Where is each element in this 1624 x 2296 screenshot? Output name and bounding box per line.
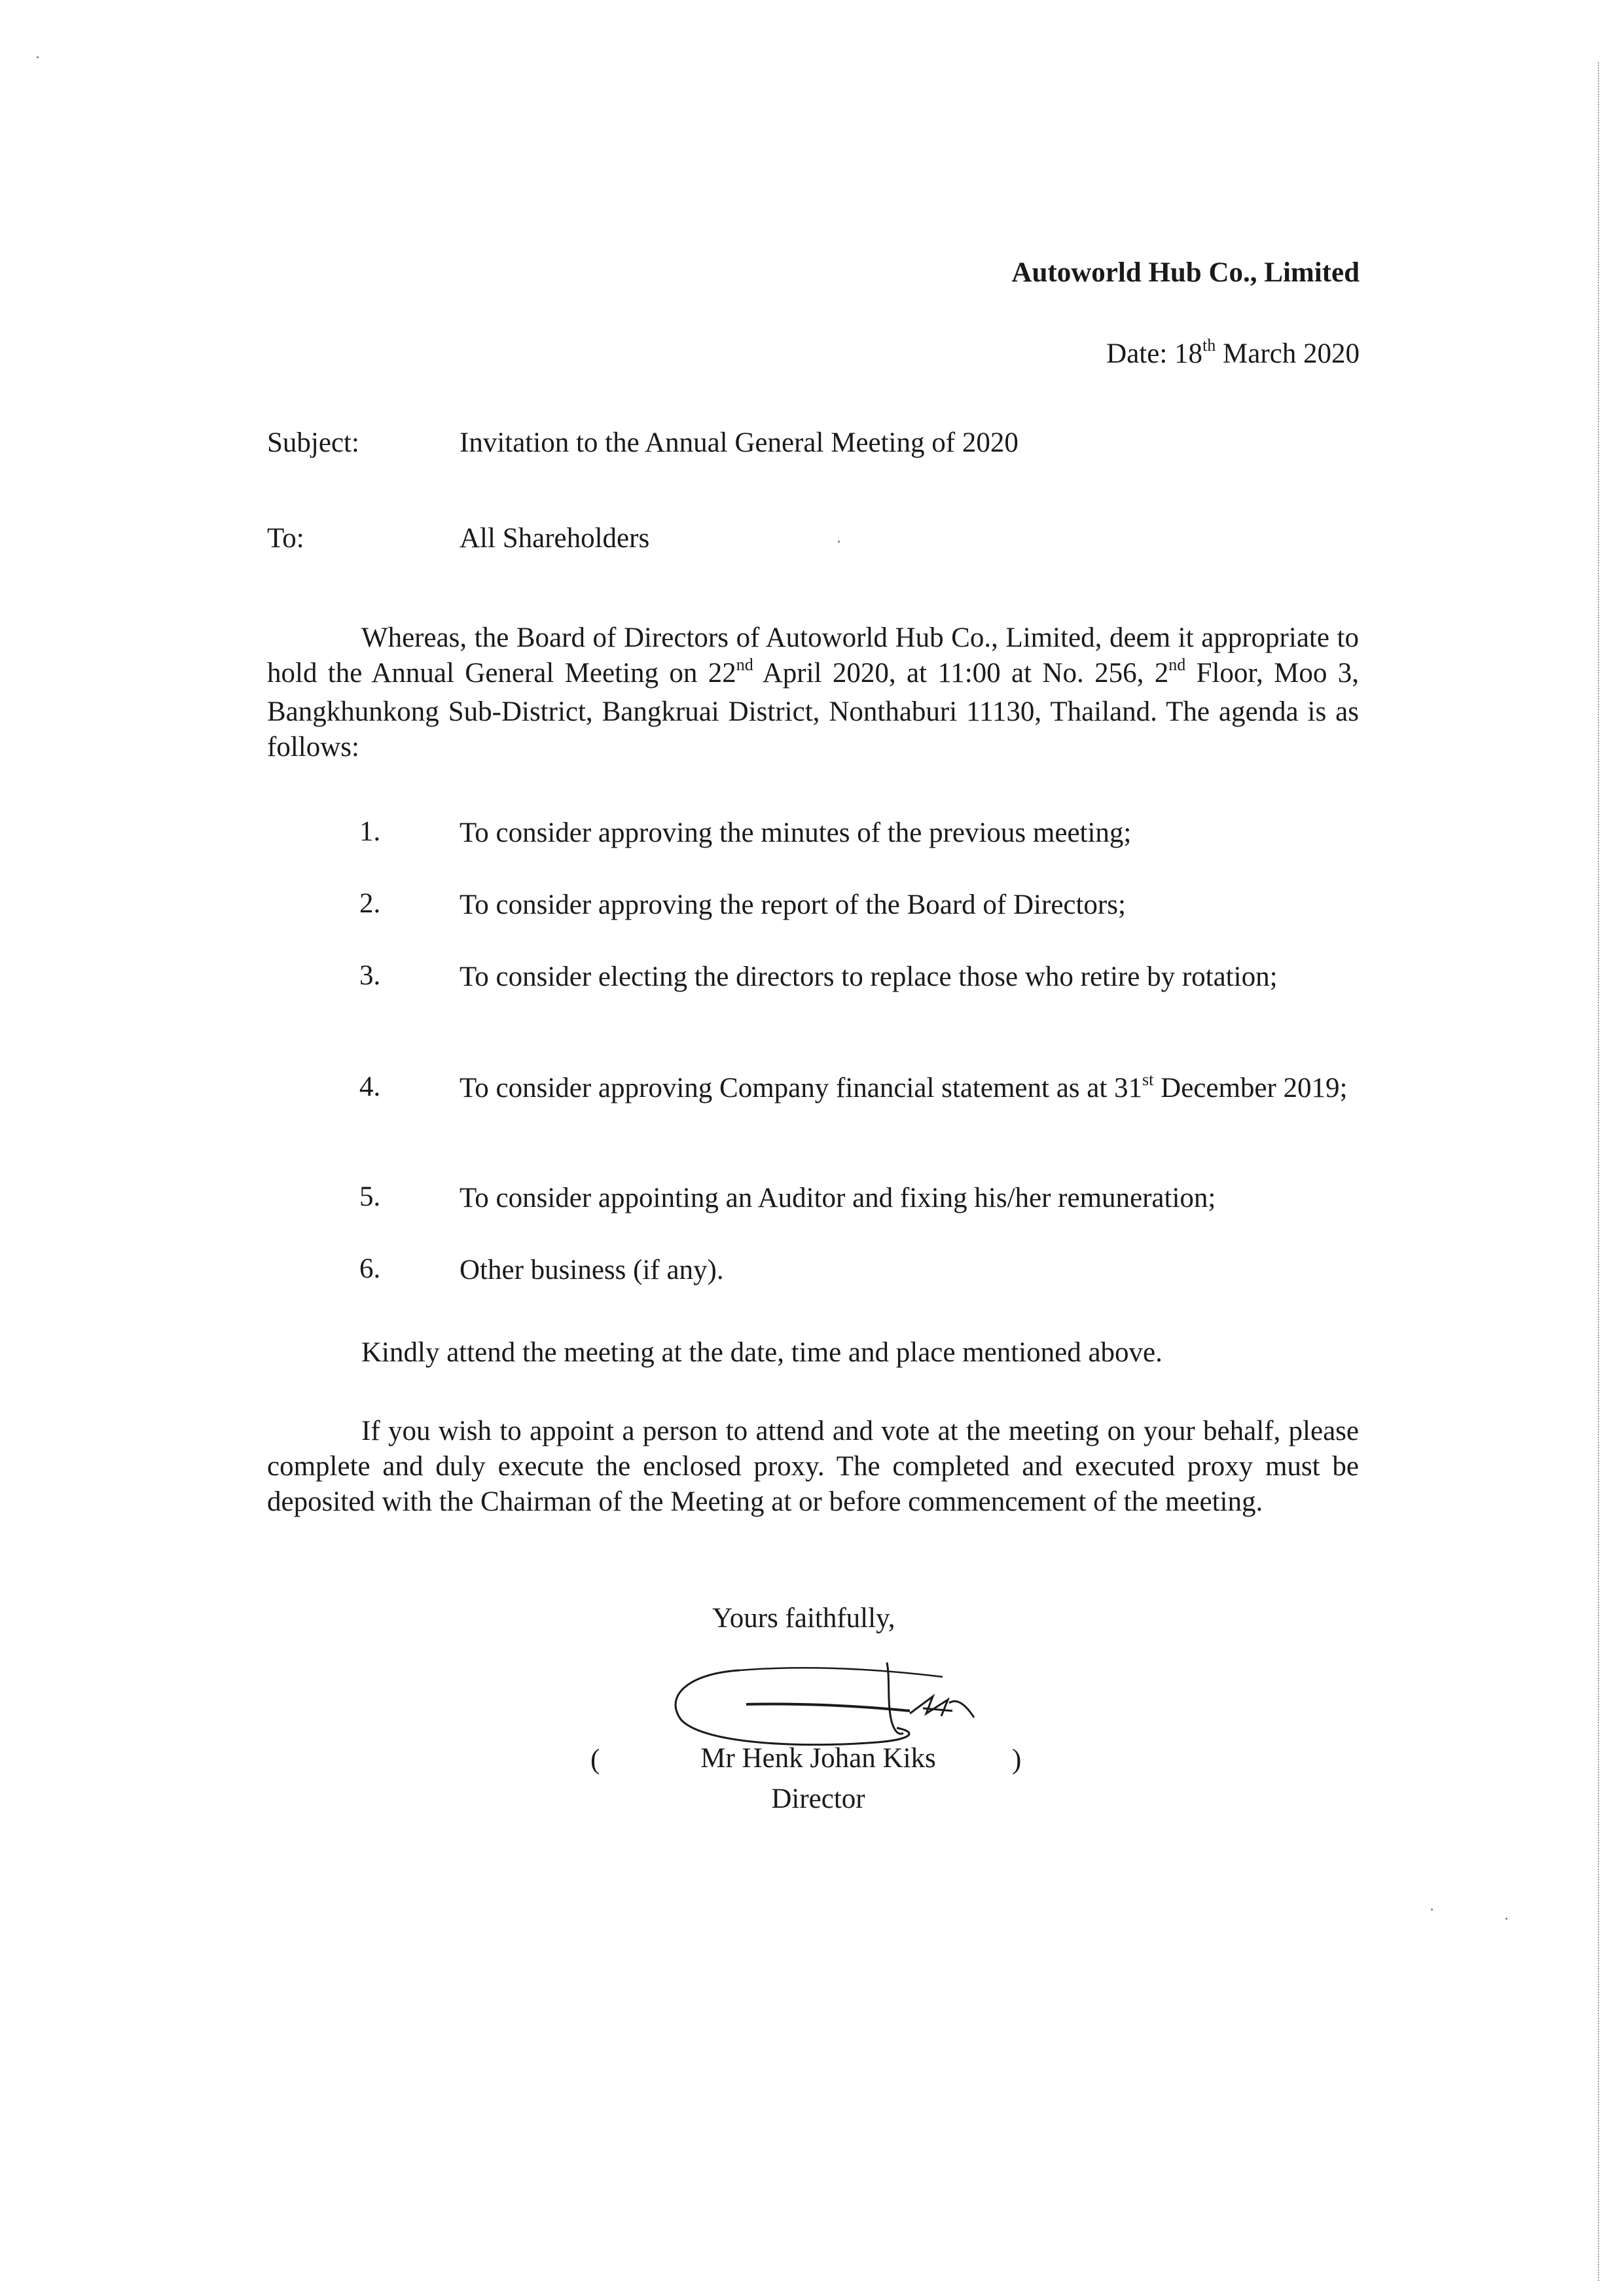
- agenda-number: 4.: [359, 1071, 381, 1102]
- signature-flourish: [910, 1696, 974, 1717]
- agenda-item: To consider electing the directors to replace those who retire by rotation;: [460, 961, 1278, 992]
- scan-speck: [1431, 1909, 1433, 1910]
- agenda-item: To consider approving the report of the Board of Directors;: [460, 889, 1126, 920]
- intro-paragraph: [267, 620, 1359, 765]
- agenda-number: 1.: [359, 816, 381, 847]
- agenda-number: 2.: [359, 888, 381, 919]
- signature-upper-stroke: [740, 1668, 943, 1677]
- scan-speck: [37, 56, 39, 58]
- intro-ordinal-1: nd: [736, 655, 753, 674]
- agenda-item: [460, 1071, 1359, 1109]
- subject-label: Subject:: [267, 427, 359, 458]
- to-label: To:: [267, 523, 304, 554]
- intro-ordinal-2: nd: [1168, 655, 1186, 674]
- date-prefix: Date: 18: [1106, 338, 1203, 369]
- intro-part2: April 2020, at 11:00 at No. 256, 2: [753, 658, 1169, 689]
- intro-part3: Floor, Moo 3, Bangkhunkong Sub-District, Bangkruai District, Nonthaburi 11130, Thailand. The agenda is as follows:: [267, 658, 1359, 762]
- close-paren: ): [1012, 1744, 1022, 1775]
- agenda-item-part1: To consider approving Company financial statement as at 31: [460, 1073, 1143, 1103]
- agenda-item: To consider appointing an Auditor and fixing his/her remuneration;: [460, 1183, 1216, 1213]
- agenda-item: To consider approving the minutes of the previous meeting;: [460, 817, 1132, 848]
- scan-speck: [838, 541, 840, 543]
- agenda-item-ordinal: st: [1142, 1070, 1154, 1089]
- attend-note: Kindly attend the meeting at the date, time and place mentioned above.: [361, 1337, 1163, 1368]
- agenda-item-part2: December 2019;: [1153, 1073, 1348, 1103]
- proxy-paragraph: If you wish to appoint a person to attend and vote at the meeting on your behalf, please complete and duly execute the enclosed proxy. The completed and executed proxy must be deposited with the Chairman of the Meeting at or before commencement of the meeting.: [267, 1416, 1359, 1517]
- agenda-number: 6.: [359, 1253, 381, 1284]
- closing-salutation: Yours faithfully,: [712, 1603, 895, 1634]
- open-paren: (: [590, 1744, 600, 1775]
- scan-edge-line: [1598, 62, 1599, 2281]
- agenda-number: 5.: [359, 1181, 381, 1212]
- subject-value: Invitation to the Annual General Meeting of 2020: [460, 427, 1019, 458]
- agenda-item: Other business (if any).: [460, 1255, 724, 1285]
- director-signature: [661, 1651, 1028, 1755]
- to-value: All Shareholders: [460, 523, 650, 554]
- signer-title: Director: [771, 1784, 865, 1814]
- signature-mid-stroke: [746, 1704, 910, 1711]
- signer-name: Mr Henk Johan Kiks: [700, 1743, 936, 1774]
- agenda-number: 3.: [359, 960, 381, 991]
- date-suffix: March 2020: [1216, 338, 1360, 369]
- date-ordinal: th: [1202, 336, 1216, 355]
- company-name: Autoworld Hub Co., Limited: [1011, 257, 1360, 288]
- letter-date: [1106, 338, 1360, 370]
- scan-speck: [1506, 1918, 1507, 1920]
- intro-part1: Whereas, the Board of Directors of Autoworld Hub Co., Limited, deem it appropriate to hold the Annual General Meeting on 22: [267, 622, 1359, 689]
